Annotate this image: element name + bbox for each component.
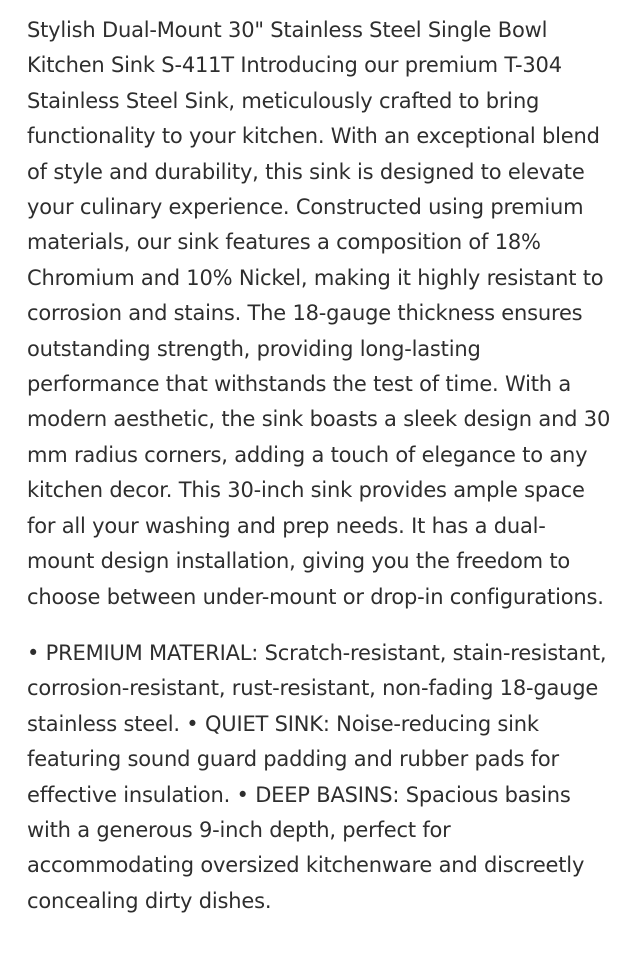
- description-paragraph: Stylish Dual-Mount 30" Stainless Steel Single Bowl Kitchen Sink S-411T Introducing our premium T-304 Stainless Steel Sink, meticulously crafted to bring functionality to your kitchen. With an exceptional blend of style and durability, this sink is designed to elevate your culinary experience. Constructed using premium materials, our sink features a composition of 18% Chromium and 10% Nickel, making it highly resistant to corrosion and stains. The 18-gauge thickness ensures outstanding strength, providing long-lasting performance that withstands the test of time. With a modern aesthetic, the sink boasts a sleek design and 30 mm radius corners, adding a touch of elegance to any kitchen decor. This 30-inch sink provides ample space for all your washing and prep needs. It has a dual-mount design installation, giving you the freedom to choose between under-mount or drop-in configurations.: [27, 18, 611, 609]
- product-description: [27, 13, 612, 919]
- feature-bullets: • PREMIUM MATERIAL: Scratch-resistant, stain-resistant, corrosion-resistant, rust-resistant, non-fading 18-gauge stainless steel. • QUIET SINK: Noise-reducing sink featuring sound guard padding and rubber pads for effective insulation. • DEEP BASINS: Spacious basins with a generous 9-inch depth, perfect for accommodating oversized kitchenware and discreetly concealing dirty dishes.: [27, 640, 607, 913]
